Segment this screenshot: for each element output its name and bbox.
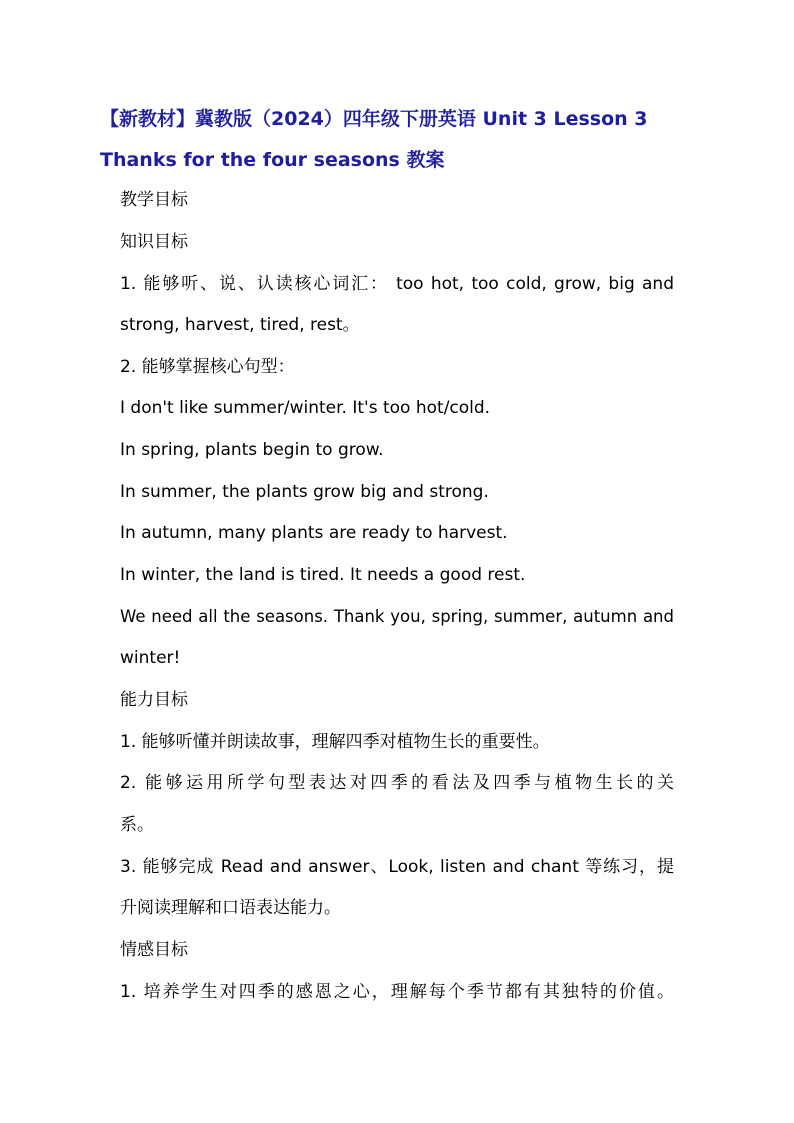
- paragraph-line: strong, harvest, tired, rest。: [120, 315, 360, 335]
- document-title-line-2: Thanks for the four seasons 教案: [100, 149, 445, 171]
- heading-knowledge-objectives: 知识目标: [120, 232, 188, 252]
- paragraph-line: 1. 培养学生对四季的感恩之心，理解每个季节都有其独特的价值。: [120, 982, 674, 1002]
- heading-ability-objectives: 能力目标: [120, 690, 188, 710]
- sentence-line: In spring, plants begin to grow.: [120, 440, 384, 460]
- sentence-line: We need all the seasons. Thank you, spring, summer, autumn and: [120, 607, 674, 626]
- document-title-line-1: 【新教材】冀教版（2024）四年级下册英语 Unit 3 Lesson 3: [100, 108, 648, 130]
- paragraph-line: 系。: [120, 815, 154, 835]
- paragraph-line: 1. 能够听、说、认读核心词汇： too hot, too cold, grow, big and: [120, 274, 674, 294]
- sentence-line: In summer, the plants grow big and strong.: [120, 482, 489, 502]
- sentence-line: winter!: [120, 648, 181, 668]
- heading-emotional-objectives: 情感目标: [120, 940, 188, 960]
- paragraph-line: 2. 能够掌握核心句型：: [120, 357, 295, 377]
- sentence-line: In autumn, many plants are ready to harvest.: [120, 523, 508, 543]
- sentence-line: In winter, the land is tired. It needs a good rest.: [120, 565, 526, 585]
- heading-teaching-objectives: 教学目标: [120, 190, 188, 210]
- paragraph-line: 升阅读理解和口语表达能力。: [120, 898, 341, 918]
- paragraph-line: 2. 能够运用所学句型表达对四季的看法及四季与植物生长的关: [120, 773, 674, 793]
- paragraph-line: 1. 能够听懂并朗读故事，理解四季对植物生长的重要性。: [120, 732, 550, 752]
- sentence-line: I don't like summer/winter. It's too hot/cold.: [120, 398, 491, 418]
- paragraph-line: 3. 能够完成 Read and answer、Look, listen and chant 等练习，提: [120, 857, 674, 877]
